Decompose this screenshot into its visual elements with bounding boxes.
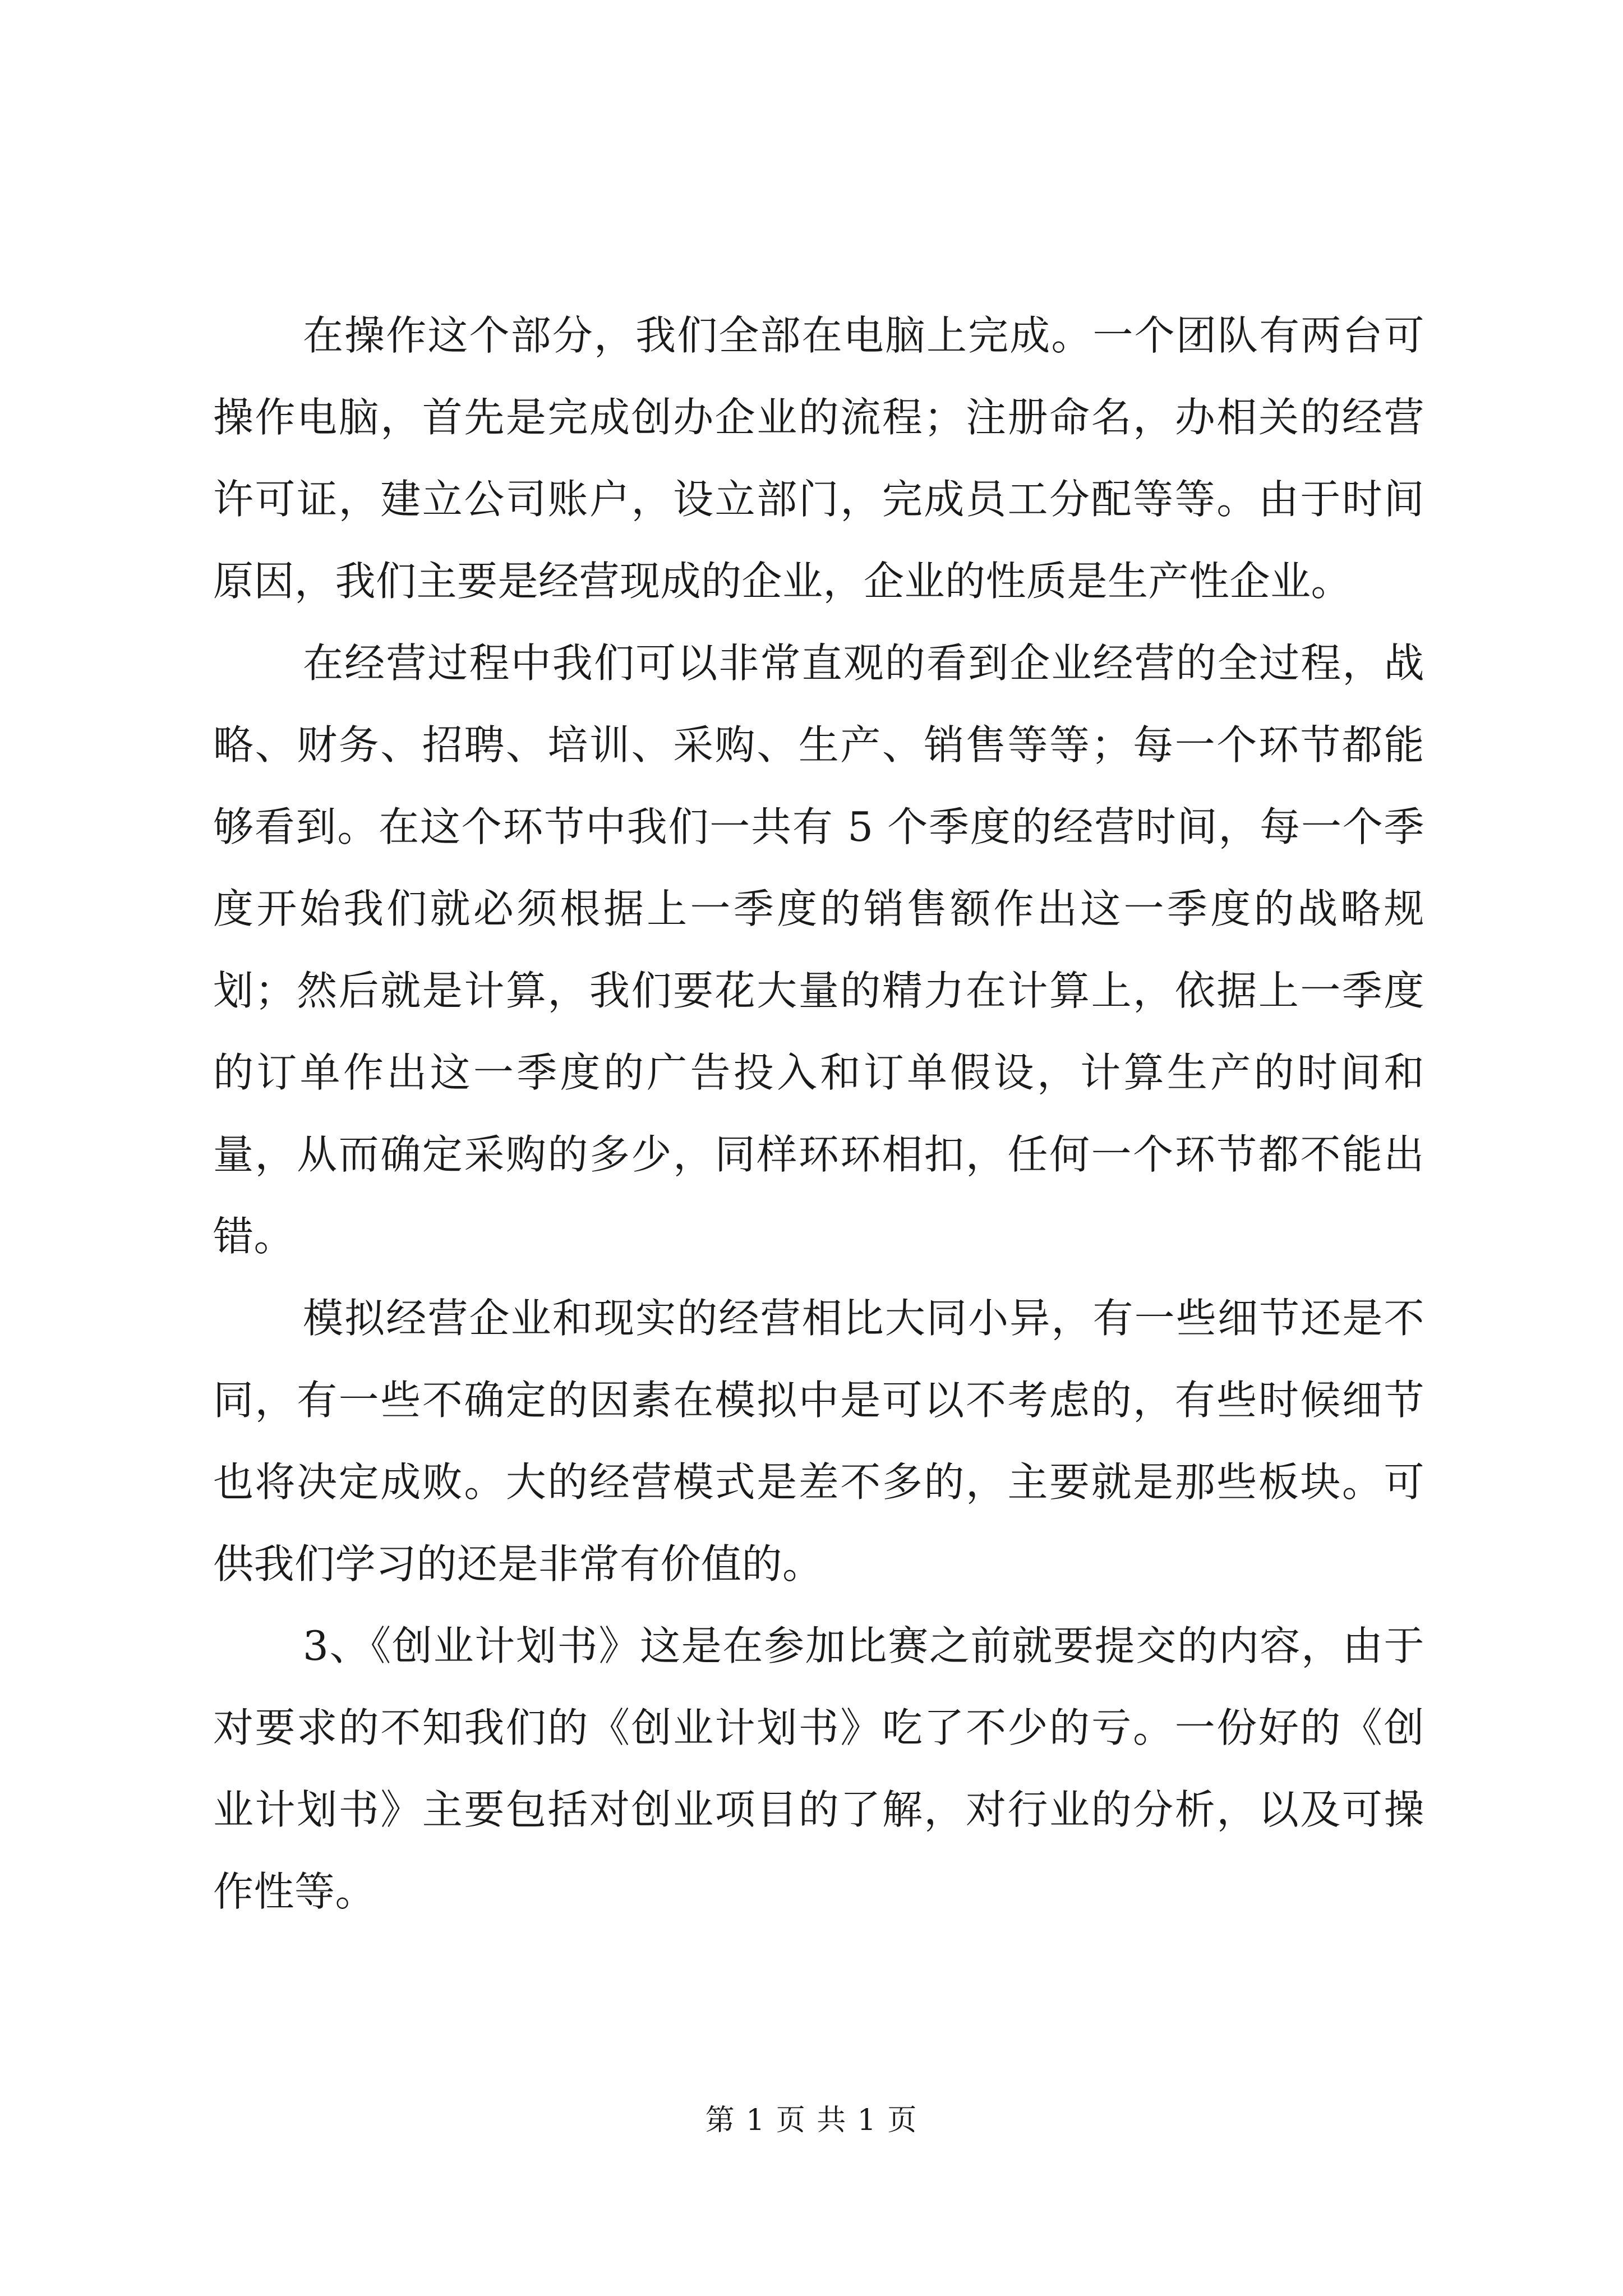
paragraph-simulation-comparison: 模拟经营企业和现实的经营相比大同小异，有一些细节还是不同，有一些不确定的因素在模拟中是可以不考虑的，有些时候细节也将决定成败。大的经营模式是差不多的，主要就是那些板块。可供我们学习的还是非常有价值的。 [213, 1295, 1424, 1588]
paragraph-business-plan: 3、《创业计划书》这是在参加比赛之前就要提交的内容，由于对要求的不知我们的《创业计划书》吃了不少的亏。一份好的《创业计划书》主要包括对创业项目的了解，对行业的分析，以及可操作性等。 [213, 1622, 1424, 1915]
paragraph-management-process: 在经营过程中我们可以非常直观的看到企业经营的全过程，战略、财务、招聘、培训、采购、生产、销售等等；每一个环节都能够看到。在这个环节中我们一共有 5 个季度的经营时间，每一个季度开始我们就必须根据上一季度的销售额作出这一季度的战略规划；然后就是计算，我们要花大量的精力在计算上，依据上一季度的订单作出这一季度的广告投入和订单假设，计算生产的时间和量，从而确定采购的多少，同样环环相扣，任何一个环节都不能出错。 [213, 639, 1424, 1260]
document-body [213, 295, 1424, 1932]
page-footer: 第 1 页 共 1 页 [705, 2104, 918, 2137]
paragraph-operation: 在操作这个部分，我们全部在电脑上完成。一个团队有两台可操作电脑，首先是完成创办企业的流程；注册命名，办相关的经营许可证，建立公司账户，设立部门，完成员工分配等等。由于时间原因，我们主要是经营现成的企业，企业的性质是生产性企业。 [213, 312, 1424, 605]
